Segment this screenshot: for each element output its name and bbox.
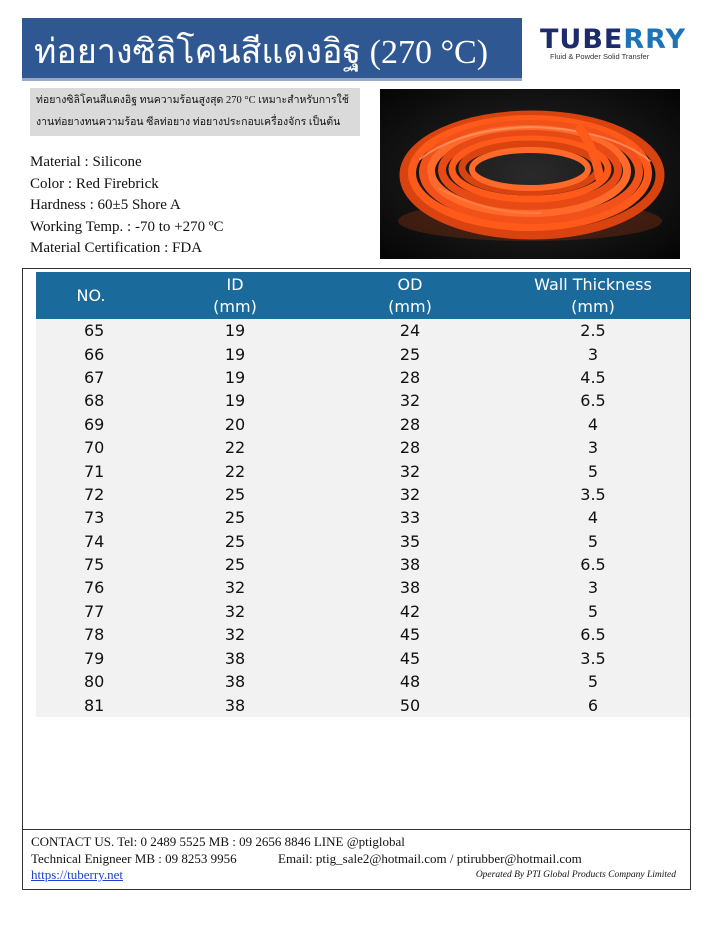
cell-id: 38 — [146, 693, 324, 717]
cell-od: 28 — [324, 436, 496, 459]
tuberry-logo — [540, 24, 690, 66]
table-row — [36, 342, 690, 365]
table-row — [36, 506, 690, 529]
header-wall-thickness: Wall Thickness (mm) — [496, 272, 690, 319]
cell-wall-thickness: 4.5 — [496, 366, 690, 389]
cell-no: 81 — [36, 693, 146, 717]
cell-no: 68 — [36, 389, 146, 412]
table-row — [36, 389, 690, 412]
cell-id: 19 — [146, 366, 324, 389]
logo-word-accent: RRY — [623, 24, 687, 55]
header-no: NO. — [36, 272, 146, 319]
cell-wall-thickness: 3 — [496, 576, 690, 599]
title-banner — [22, 18, 522, 81]
table-row — [36, 693, 690, 717]
table-row — [36, 436, 690, 459]
cell-wall-thickness: 5 — [496, 459, 690, 482]
table-row — [36, 576, 690, 599]
table-row — [36, 600, 690, 623]
spec-hardness: Hardness : 60±5 Shore A — [30, 197, 181, 214]
page-title: ท่อยางซิลิโคนสีแดงอิฐ (270 °C) — [34, 34, 489, 71]
cell-id: 25 — [146, 506, 324, 529]
header-id: ID (mm) — [146, 272, 324, 319]
cell-no: 73 — [36, 506, 146, 529]
contact-footer — [22, 829, 691, 890]
header-od: OD (mm) — [324, 272, 496, 319]
cell-od: 45 — [324, 623, 496, 646]
table-row — [36, 623, 690, 646]
cell-wall-thickness: 3 — [496, 436, 690, 459]
cell-wall-thickness: 5 — [496, 530, 690, 553]
cell-od: 32 — [324, 389, 496, 412]
table-row — [36, 646, 690, 669]
table-row — [36, 553, 690, 576]
cell-od: 45 — [324, 646, 496, 669]
hose-coil-image — [380, 89, 680, 259]
table-row — [36, 459, 690, 482]
cell-no: 75 — [36, 553, 146, 576]
cell-wall-thickness: 6 — [496, 693, 690, 717]
cell-od: 28 — [324, 413, 496, 436]
cell-no: 78 — [36, 623, 146, 646]
cell-no: 71 — [36, 459, 146, 482]
hose-coil-photo — [380, 89, 680, 259]
cell-od: 33 — [324, 506, 496, 529]
spec-working-temp: Working Temp. : -70 to +270 ºC — [30, 218, 224, 235]
table-row — [36, 530, 690, 553]
cell-no: 72 — [36, 483, 146, 506]
table-row — [36, 319, 690, 342]
engineer-phone: Technical Enigneer MB : 09 8253 9956 — [31, 851, 237, 866]
cell-id: 20 — [146, 413, 324, 436]
cell-no: 76 — [36, 576, 146, 599]
table-header-row — [36, 272, 690, 319]
spec-certification: Material Certification : FDA — [30, 240, 203, 257]
logo-tagline: Fluid & Powder Solid Transfer — [550, 52, 650, 61]
cell-no: 67 — [36, 366, 146, 389]
table-row — [36, 670, 690, 693]
cell-id: 38 — [146, 646, 324, 669]
cell-id: 19 — [146, 342, 324, 365]
contact-phone: CONTACT US. Tel: 0 2489 5525 MB : 09 2656 8846 LINE @ptiglobal — [31, 834, 405, 849]
table-row — [36, 366, 690, 389]
cell-wall-thickness: 5 — [496, 600, 690, 623]
cell-wall-thickness: 3.5 — [496, 646, 690, 669]
cell-wall-thickness: 6.5 — [496, 623, 690, 646]
cell-wall-thickness: 2.5 — [496, 319, 690, 342]
cell-id: 32 — [146, 600, 324, 623]
cell-id: 32 — [146, 576, 324, 599]
material-specs — [30, 152, 223, 260]
contact-email: Email: ptig_sale2@hotmail.com / ptirubber@hotmail.com — [278, 851, 582, 866]
cell-od: 35 — [324, 530, 496, 553]
cell-od: 25 — [324, 342, 496, 365]
cell-id: 22 — [146, 436, 324, 459]
cell-no: 74 — [36, 530, 146, 553]
product-description — [30, 88, 360, 136]
cell-od: 32 — [324, 459, 496, 482]
cell-id: 32 — [146, 623, 324, 646]
cell-od: 28 — [324, 366, 496, 389]
cell-no: 69 — [36, 413, 146, 436]
cell-wall-thickness: 4 — [496, 506, 690, 529]
cell-id: 25 — [146, 553, 324, 576]
cell-no: 65 — [36, 319, 146, 342]
cell-wall-thickness: 3.5 — [496, 483, 690, 506]
spec-material: Material : Silicone — [30, 154, 142, 170]
cell-id: 19 — [146, 389, 324, 412]
cell-od: 24 — [324, 319, 496, 342]
cell-id: 19 — [146, 319, 324, 342]
cell-od: 50 — [324, 693, 496, 717]
cell-od: 42 — [324, 600, 496, 623]
cell-id: 22 — [146, 459, 324, 482]
size-table — [36, 272, 690, 717]
description-line-2: งานท่อยางทนความร้อน ซีลท่อยาง ท่อยางประกอบเครื่องจักร เป็นต้น — [36, 117, 341, 128]
cell-wall-thickness: 3 — [496, 342, 690, 365]
cell-id: 25 — [146, 530, 324, 553]
website-link[interactable]: https://tuberry.net — [31, 867, 123, 882]
table-row — [36, 413, 690, 436]
description-line-1: ท่อยางซิลิโคนสีแดงอิฐ ทนความร้อนสูงสุด 270 °C เหมาะสำหรับการใช้ — [36, 95, 349, 106]
cell-id: 25 — [146, 483, 324, 506]
cell-wall-thickness: 5 — [496, 670, 690, 693]
cell-id: 38 — [146, 670, 324, 693]
cell-od: 38 — [324, 576, 496, 599]
table-row — [36, 483, 690, 506]
cell-od: 38 — [324, 553, 496, 576]
cell-od: 48 — [324, 670, 496, 693]
cell-no: 77 — [36, 600, 146, 623]
spec-color: Color : Red Firebrick — [30, 175, 159, 192]
cell-no: 80 — [36, 670, 146, 693]
cell-no: 70 — [36, 436, 146, 459]
cell-no: 66 — [36, 342, 146, 365]
operated-by: Operated By PTI Global Products Company Limited — [475, 870, 676, 880]
cell-od: 32 — [324, 483, 496, 506]
cell-wall-thickness: 6.5 — [496, 389, 690, 412]
cell-wall-thickness: 4 — [496, 413, 690, 436]
logo-word-main: TUBE — [540, 24, 624, 55]
cell-no: 79 — [36, 646, 146, 669]
cell-wall-thickness: 6.5 — [496, 553, 690, 576]
